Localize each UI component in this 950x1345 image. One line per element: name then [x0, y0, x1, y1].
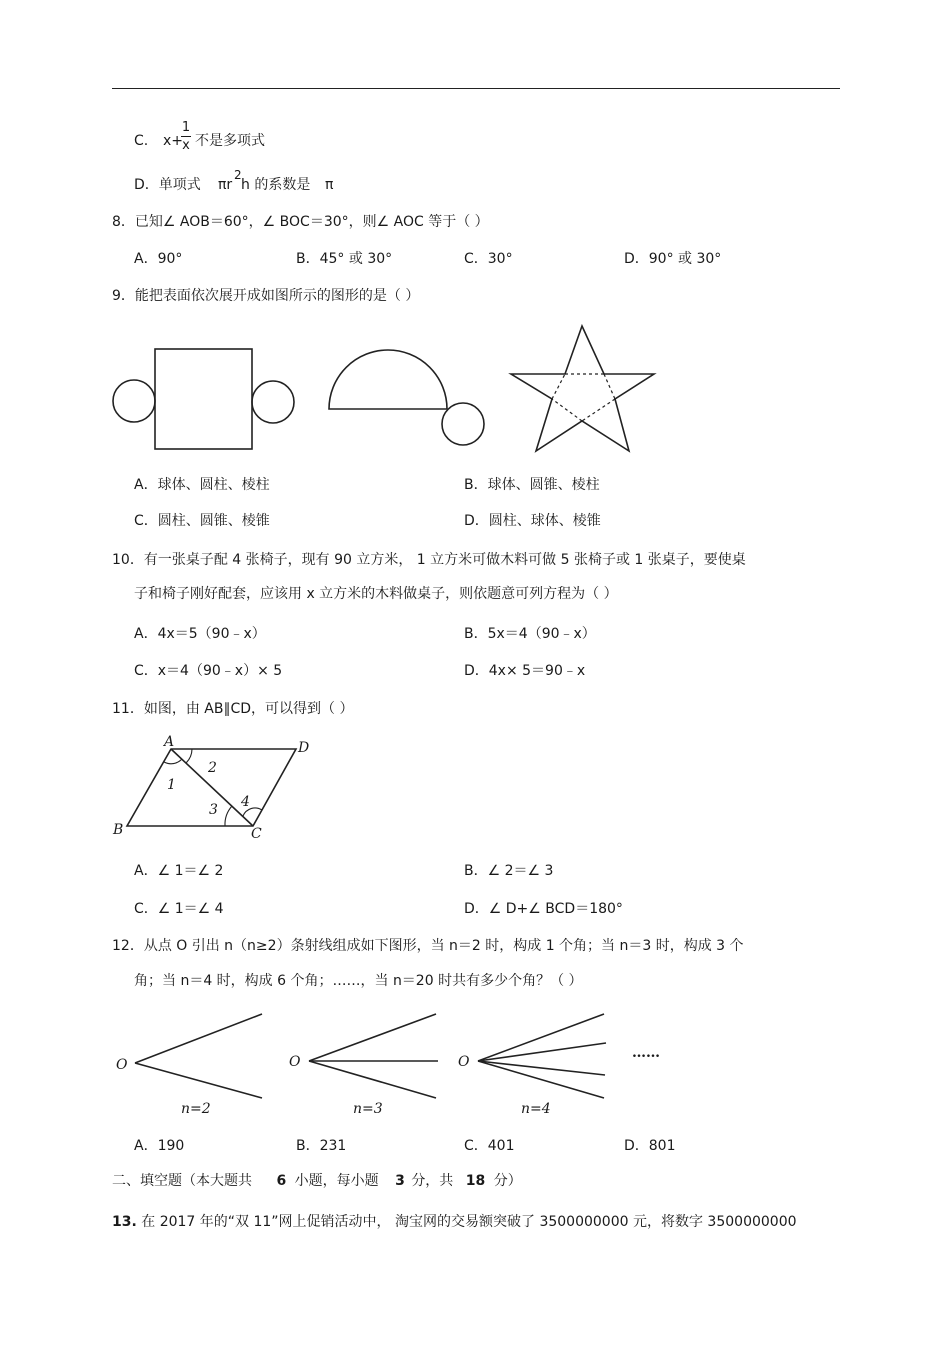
q7-option-c-text: 不是多项式 [195, 133, 265, 149]
q11-option-a: A．∠ 1＝∠ 2 [134, 863, 224, 879]
q8-option-c: C．30° [464, 251, 513, 267]
q13-number: 13. [112, 1214, 137, 1230]
section2-total: 18 [465, 1173, 486, 1189]
q8-option-b: B．45° 或 30° [296, 251, 393, 267]
ray [478, 1014, 604, 1061]
q8-option-a: A．90° [134, 251, 183, 267]
angle-2-label: 2 [208, 760, 217, 776]
q12-stem-line1: 12．从点 O 引出 n（n≥2）条射线组成如下图形，当 n＝2 时，构成 1 个角；当 n＝3 时，构成 3 个 [112, 938, 744, 954]
point-c-label: C [251, 826, 262, 842]
q12-option-c: C．401 [464, 1138, 515, 1154]
q10-option-b: B．5x＝4（90﹣x） [464, 626, 596, 642]
point-d-label: D [298, 740, 310, 756]
point-a-label: A [164, 734, 175, 750]
q9-option-a: A．球体、圆柱、棱柱 [134, 477, 270, 493]
ray [478, 1061, 605, 1075]
q9-stem: 9．能把表面依次展开成如图所示的图形的是（ ） [112, 288, 420, 304]
q7-option-d-expr2: h 的系数是 [241, 177, 311, 193]
q11-option-d: D．∠ D+∠ BCD＝180° [464, 901, 623, 917]
q7-option-c-letter: C. [134, 133, 149, 149]
ray [478, 1043, 606, 1061]
n3-label: n=3 [353, 1101, 383, 1117]
q12-option-d: D．801 [624, 1138, 676, 1154]
q13-stem [112, 1213, 797, 1231]
n2-label: n=2 [181, 1101, 211, 1117]
ray [309, 1014, 436, 1061]
section2-score: 3 [395, 1173, 405, 1189]
fraction-numerator: 1 [181, 120, 191, 135]
section2-pre: 二、填空题（本大题共 [112, 1173, 252, 1189]
q10-option-c: C．x＝4（90﹣x）× 5 [134, 663, 283, 679]
ellipsis: …… [632, 1045, 660, 1061]
angle-1-label: 1 [167, 777, 176, 793]
ray [135, 1063, 262, 1098]
section2-post: 分） [493, 1173, 522, 1189]
q7-option-d-text: D．单项式 [134, 177, 201, 193]
q7-option-d-pi: π [325, 177, 334, 193]
q10-stem-line1: 10．有一张桌子配 4 张椅子，现有 90 立方米， 1 立方米可做木料可做 5 张椅子或 1 张桌子，要使桌 [112, 552, 746, 568]
q9-option-c: C．圆柱、圆锥、棱锥 [134, 513, 270, 529]
q10-stem-line2: 子和椅子刚好配套，应该用 x 立方米的木料做桌子，则依题意可列方程为（ ） [134, 586, 618, 602]
point-b-label: B [113, 822, 124, 838]
section2-mid1: 小题，每小题 [294, 1173, 379, 1189]
q7-option-d-sup: 2 [234, 168, 242, 182]
fraction-denominator: x [182, 138, 190, 153]
ray [478, 1061, 604, 1098]
n4-label: n=4 [521, 1101, 551, 1117]
q9-option-d: D．圆柱、球体、棱锥 [464, 513, 601, 529]
q10-option-a: A．4x＝5（90﹣x） [134, 626, 266, 642]
section2-count: 6 [276, 1173, 287, 1189]
point-o-label: O [458, 1054, 470, 1070]
point-o-label: O [289, 1054, 301, 1070]
q12-option-b: B．231 [296, 1138, 347, 1154]
q7-option-c-expr: x+ [163, 133, 184, 149]
q8-stem: 8．已知∠ AOB＝60°，∠ BOC＝30°，则∠ AOC 等于（ ） [112, 214, 489, 230]
q8-option-d: D．90° 或 30° [624, 251, 722, 267]
ray [135, 1014, 262, 1063]
section2-mid2: 分，共 [411, 1173, 454, 1189]
q12-option-a: A．190 [134, 1138, 185, 1154]
angle-3-label: 3 [209, 802, 218, 818]
q7-option-d-expr1: πr [218, 177, 233, 193]
q12-stem-line2: 角；当 n＝4 时，构成 6 个角；……，当 n＝20 时共有多少个角？（ ） [134, 973, 583, 989]
q10-option-d: D．4x× 5＝90﹣x [464, 663, 586, 679]
point-o-label: O [116, 1057, 128, 1073]
q13-text: 在 2017 年的“双 11”网上促销活动中， 淘宝网的交易额突破了 3500000000 元，将数字 3500000000 [136, 1214, 797, 1230]
q9-option-b: B．球体、圆锥、棱柱 [464, 477, 600, 493]
section2-heading [112, 1172, 522, 1190]
angle-4-label: 4 [241, 794, 250, 810]
q11-option-b: B．∠ 2＝∠ 3 [464, 863, 554, 879]
q11-option-c: C．∠ 1＝∠ 4 [134, 901, 224, 917]
ray [309, 1061, 436, 1098]
q11-stem: 11．如图，由 AB∥CD，可以得到（ ） [112, 701, 354, 717]
